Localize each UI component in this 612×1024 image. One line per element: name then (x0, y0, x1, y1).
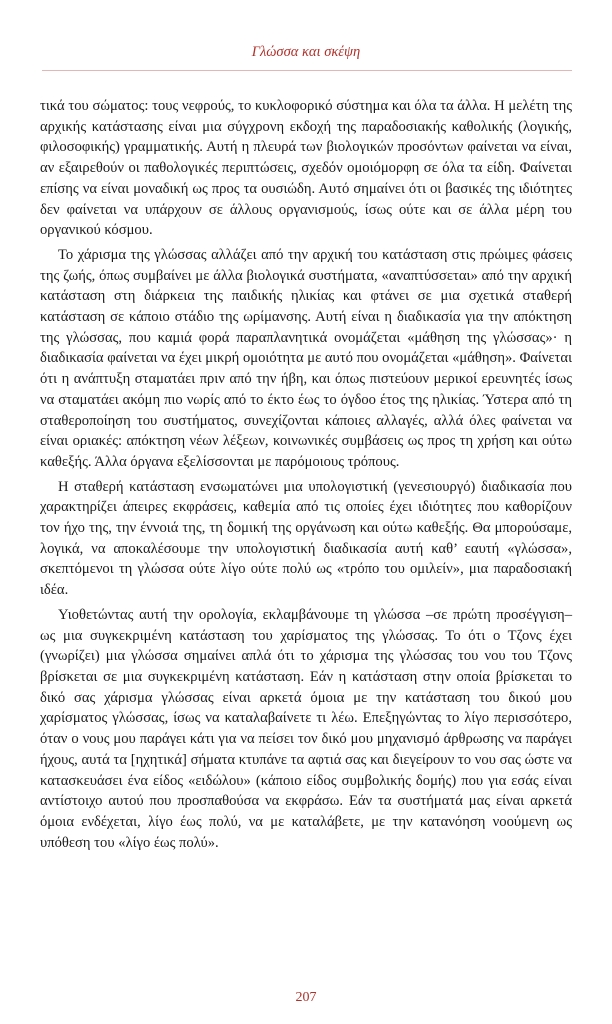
paragraph: Η σταθερή κατάσταση ενσωματώνει μια υπολογιστική (γενεσιουργό) διαδικασία που χαρακτηρίζει άπειρες εκφράσεις, καθεμία από τις οποίες έχει ιδιότητες που καθορίζουν τον ήχο της, την έννοιά της, τη δομική της οργάνωση και ούτω καθεξής. Θα μπορούσαμε, λογικά, να αποκαλέσουμε την υπολογιστική διαδικασία αυτή καθ’ εαυτή «γλώσσα», σκεπτόμενοι τη γλώσσα ούτε λίγο ούτε πολύ ως «τρόπο του ομιλείν», μια παραδοσιακή ιδέα. (40, 478, 572, 599)
header-rule (42, 70, 572, 71)
paragraph: Υιοθετώντας αυτή την ορολογία, εκλαμβάνουμε τη γλώσσα –σε πρώτη προσέγγιση– ως μια συγκεκριμένη κατάσταση του χαρίσματος της γλώσσας. Το ότι ο Τζονς έχει (γνωρίζει) μια γλώσσα σημαίνει απλά ότι το χάρισμα της γλώσσας του νου του Τζονς βρίσκεται σε μια συγκεκριμένη κατάσταση. Εάν η κατάσταση στην οποία βρίσκεται το δικό σας χάρισμα γλώσσας είναι αρκετά όμοια με την κατάσταση του δικού μου χαρίσματος γλώσσας, ίσως να καταλαβαίνετε τι λέω. Επεξηγώντας το λίγο περισσότερο, όταν ο νους μου παράγει κάτι για να πείσει τον δικό μου μηχανισμό άρθρωσης να παράγει ήχους, αυτά τα [ηχητικά] σήματα κτυπάνε τα αφτιά σας και διεγείρουν το νου σας ώστε να κατασκευάσει ένα είδος «ειδώλου» (κάποιο είδος συμβολικής δομής) που για εσάς είναι αντίστοιχο αυτού που προσπαθούσα να εκφράσω. Εάν τα συστήματά μας είναι αρκετά όμοια ενδέχεται, λίγο έως πολύ, να με καταλάβετε, με την κατανόηση νοούμενη ως υπόθεση του «λίγο έως πολύ». (40, 606, 572, 851)
paragraph: Το χάρισμα της γλώσσας αλλάζει από την αρχική του κατάσταση στις πρώιμες φάσεις της ζωής, όπως συμβαίνει με άλλα βιολογικά συστήματα, «αναπτύσσεται» από την αρχική κατάσταση στη διάρκεια της παιδικής ηλικίας και φτάνει σε μια σχετικά σταθερή κατάσταση σε κάποιο στάδιο της ωρίμανσης. Αυτή είναι η διαδικασία για την απόκτηση της γλώσσας, που καμιά φορά παραπλανητικά ονομάζεται «μάθηση της γλώσσας»· η διαδικασία φαίνεται να έχει μικρή ομοιότητα με αυτό που ονομάζεται «μάθηση». Φαίνεται ότι η ανάπτυξη σταματάει πριν από την ήβη, και όπως πιστεύουν μερικοί ερευνητές ίσως να σταματάει ακόμη πιο νωρίς από το έκτο έως το όγδοο έτος της ηλικίας. Ύστερα από τη σταθεροποίηση του συστήματος, συνεχίζονται κάποιες αλλαγές, αλλά όλες φαίνεται να είναι οριακές: απόκτηση νέων λέξεων, κοινωνικές συμβάσεις ως προς τη χρήση και ούτω καθεξής. Άλλα όργανα εξελίσσονται με παρόμοιους τρόπους. (40, 246, 572, 470)
body-text (40, 96, 572, 853)
page-number: 207 (295, 990, 317, 1005)
paragraph: τικά του σώματος: τους νεφρούς, το κυκλοφορικό σύστημα και όλα τα άλλα. Η μελέτη της αρχικής κατάστασης είναι μια σύγχρονη εκδοχή της παραδοσιακής καθολικής (λογικής, φιλοσοφικής) γραμματικής. Αυτή η πλευρά των βιολογικών προσόντων φαίνεται να είναι, αν εξαιρεθούν οι παθολογικές περιπτώσεις, σχεδόν ομοιόμορφη σε όλα τα είδη. Φαίνεται επίσης να είναι μοναδική ως προς τα ουσιώδη. Αυτό σημαίνει ότι οι βασικές της ιδιότητες δεν φαίνεται να υπάρχουν σε άλλους οργανισμούς, ίσως ούτε και σε άλλα μέρη του οργανικού κόσμου. (40, 98, 572, 239)
running-header: Γλώσσα και σκέψη (251, 44, 361, 60)
